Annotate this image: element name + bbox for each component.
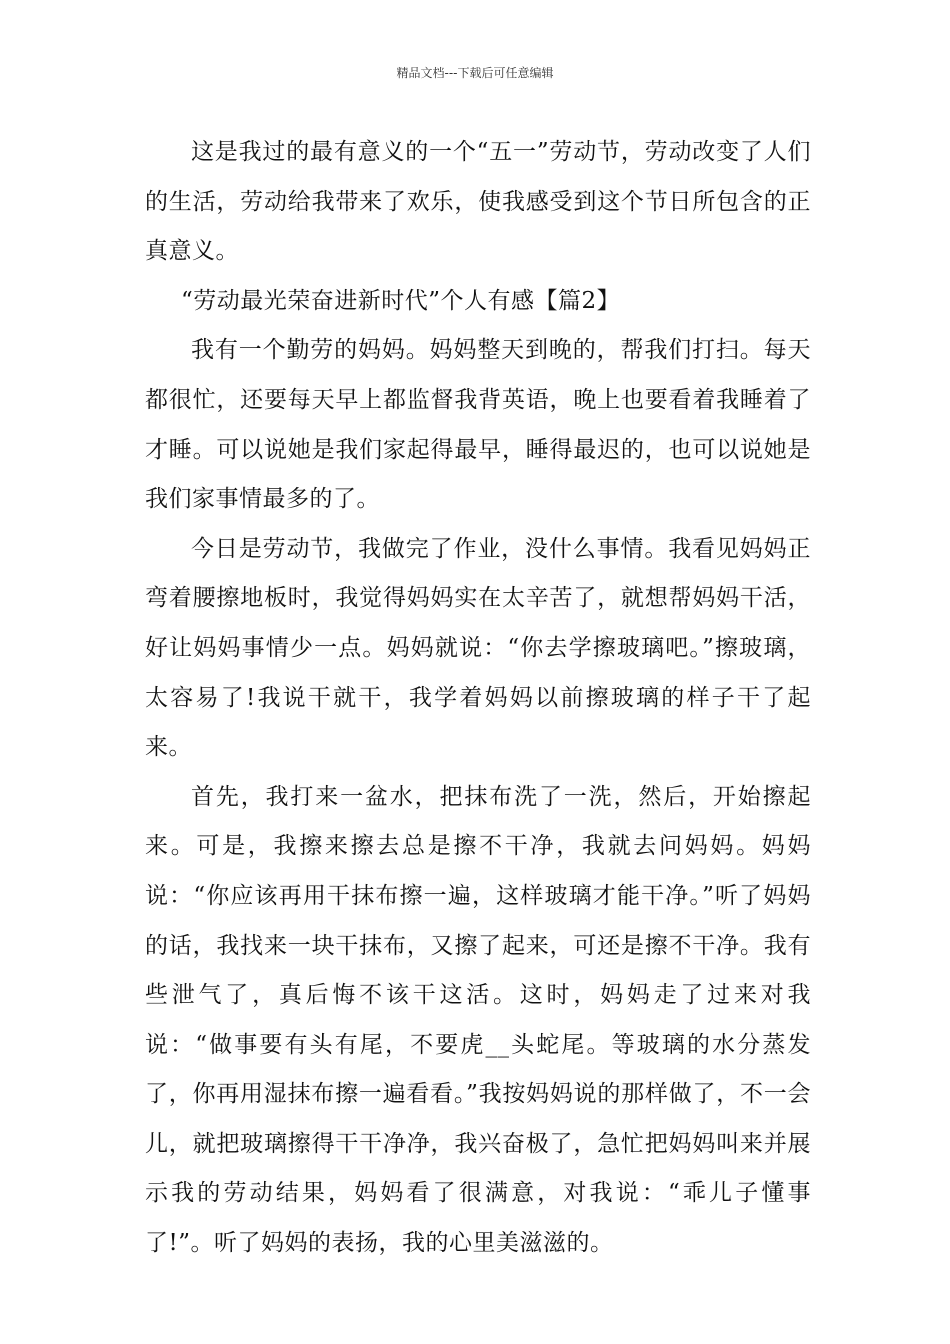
paragraph-3: 今日是劳动节，我做完了作业，没什么事情。我看见妈妈正弯着腰擦地板时，我觉得妈妈实在太辛苦了，就想帮妈妈干活，好让妈妈事情少一点。妈妈就说：“你去学擦玻璃吧。”擦玻璃，太容易了!我说干就干，我学着妈妈以前擦玻璃的样子干了起来。 bbox=[145, 535, 811, 761]
page-header: 精品文档---下载后可任意编辑 bbox=[396, 66, 554, 80]
section-title: “劳动最光荣奋进新时代”个人有感【篇2】 bbox=[181, 287, 621, 314]
document-body bbox=[145, 128, 811, 1269]
paragraph-4: 首先，我打来一盆水，把抹布洗了一洗，然后，开始擦起来。可是，我擦来擦去总是擦不干净，我就去问妈妈。妈妈说：“你应该再用干抹布擦一遍，这样玻璃才能干净。”听了妈妈的话，我找来一块干抹布，又擦了起来，可还是擦不干净。我有些泄气了，真后悔不该干这活。这时，妈妈走了过来对我说：“做事要有头有尾，不要虎__头蛇尾。等玻璃的水分蒸发了，你再用湿抹布擦一遍看看。”我按妈妈说的那样做了，不一会儿，就把玻璃擦得干干净净，我兴奋极了，急忙把妈妈叫来并展示我的劳动结果，妈妈看了很满意，对我说：“乖儿子懂事了!”。听了妈妈的表扬，我的心里美滋滋的。 bbox=[145, 783, 811, 1257]
paragraph-2: 我有一个勤劳的妈妈。妈妈整天到晚的，帮我们打扫。每天都很忙，还要每天早上都监督我背英语，晚上也要看着我睡着了才睡。可以说她是我们家起得最早，睡得最迟的，也可以说她是我们家事情最多的了。 bbox=[145, 337, 811, 513]
paragraph-1: 这是我过的最有意义的一个“五一”劳动节，劳动改变了人们的生活，劳动给我带来了欢乐，使我感受到这个节日所包含的正真意义。 bbox=[145, 139, 811, 265]
